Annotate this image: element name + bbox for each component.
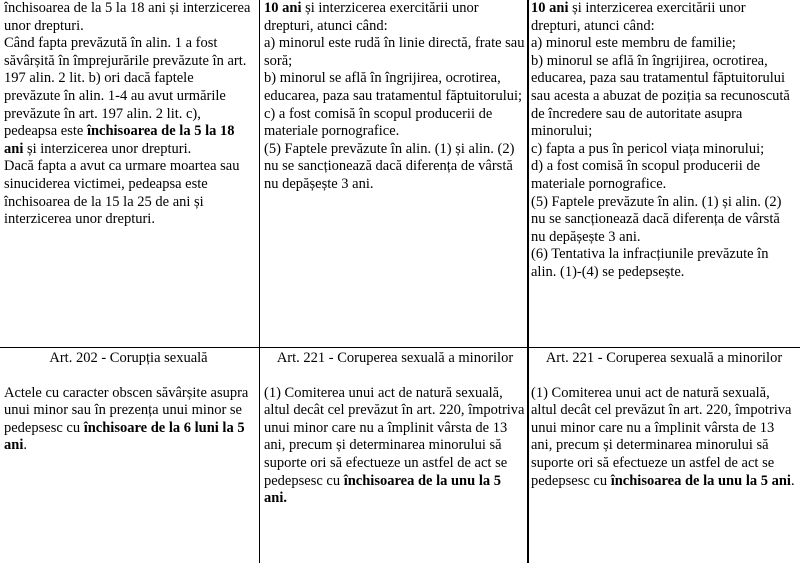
list-item: a) minorul este rudă în linie directă, frate sau soră; bbox=[264, 35, 525, 69]
cell-art-221-new bbox=[264, 350, 526, 563]
list-item: b) minorul se află în îngrijirea, ocrotirea, educarea, paza sau tratamentul făptuitorului; bbox=[264, 70, 523, 104]
cell-old-code-penalties bbox=[4, 0, 253, 344]
article-heading: Art. 221 - Coruperea sexuală a minorilor bbox=[545, 350, 783, 366]
column-divider bbox=[528, 0, 529, 563]
penalty-highlight: închisoarea de la 5 la 18 ani bbox=[4, 123, 235, 157]
penalty-highlight: închisoare de la 6 luni la 5 ani bbox=[4, 419, 245, 454]
penalty-highlight: 10 ani bbox=[531, 0, 569, 16]
paragraph: Dacă fapta a avut ca urmare moartea sau sinuciderea victimei, pedeapsa este închisoarea de la 15 la 25 de ani și interzicerea unor drepturi. bbox=[4, 158, 240, 228]
penalty-highlight: 10 ani bbox=[264, 0, 302, 16]
list-item: (5) Faptele prevăzute în alin. (1) și alin. (2) nu se sancționează dacă diferența de vârstă nu depășește 3 ani. bbox=[531, 193, 782, 245]
list-item: c) a fost comisă în scopul producerii de materiale pornografice. bbox=[264, 105, 493, 140]
cell-art-221-amended bbox=[531, 350, 797, 563]
paragraph bbox=[4, 385, 253, 455]
text: . bbox=[790, 472, 795, 489]
text: (1) Comiterea unui act de natură sexuală, altul decât cel prevăzut în art. 220, împotriva unui minor care nu a împlinit vârsta de 13 ani, precum și determinarea minorului să suporte ori să efectueze un astfel de act se pedepsesc cu bbox=[264, 384, 525, 489]
row-divider bbox=[0, 347, 800, 348]
cell-new-code-penalties bbox=[264, 0, 526, 344]
text: (1) Comiterea unui act de natură sexuală, altul decât cel prevăzut în art. 220, împotriva unui minor care nu a împlinit vârsta de 13 ani, precum și determinarea minorului să suporte ori să efectueze un astfel de act se pedepsesc cu bbox=[531, 384, 792, 489]
text: Actele cu caracter obscen săvârșite asupra unui minor sau în prezența unui minor se pedepsesc cu bbox=[4, 384, 249, 436]
cell-art-202 bbox=[4, 350, 253, 563]
list-item: a) minorul este membru de familie; bbox=[531, 35, 736, 52]
paragraph bbox=[531, 385, 797, 491]
list-item: c) fapta a pus în pericol viața minorului; bbox=[531, 140, 765, 157]
paragraph bbox=[264, 0, 526, 35]
text: și interzicerea exercitării unor drepturi, atunci când: bbox=[531, 0, 746, 34]
list-item: (5) Faptele prevăzute în alin. (1) și alin. (2) nu se sancționează dacă diferența de vârstă nu depășește 3 ani. bbox=[264, 140, 515, 192]
article-heading: Art. 221 - Coruperea sexuală a minorilor bbox=[276, 350, 514, 366]
list-item: (6) Tentativa la infracțiunile prevăzute în alin. (1)-(4) se pedepsește. bbox=[531, 246, 769, 280]
text: Când fapta prevăzută în alin. 1 a fost săvârșită în împrejurările prevăzute în art. 197 alin. 2 lit. b) ori dacă faptele prevăzute în alin. 1-4 au avut urmările prevăzute în art. 197 alin. 2 lit. c), pedeapsa este bbox=[4, 35, 247, 140]
article-heading: Art. 202 - Corupția sexuală bbox=[49, 350, 208, 366]
column-divider bbox=[259, 0, 260, 563]
list-item: b) minorul se află în îngrijirea, ocrotirea, educarea, paza sau tratamentul făptuitorului sau acesta a abuzat de poziția sa recunoscută de încredere sau de autoritate asupra minorului; bbox=[531, 52, 790, 140]
paragraph bbox=[531, 0, 797, 35]
penalty-highlight: închisoarea de la unu la 5 ani. bbox=[264, 472, 501, 507]
text: și interzicerea exercitării unor drepturi, atunci când: bbox=[264, 0, 479, 34]
text: . bbox=[23, 437, 27, 454]
list-item: d) a fost comisă în scopul producerii de materiale pornografice. bbox=[531, 158, 761, 192]
text: și interzicerea unor drepturi. bbox=[26, 140, 192, 157]
penalty-highlight: închisoarea de la unu la 5 ani bbox=[610, 472, 791, 489]
paragraph: închisoarea de la 5 la 18 ani și interzicerea unor drepturi. bbox=[4, 0, 251, 34]
cell-amended-code-penalties bbox=[531, 0, 797, 344]
paragraph bbox=[4, 35, 253, 158]
paragraph bbox=[264, 385, 526, 508]
